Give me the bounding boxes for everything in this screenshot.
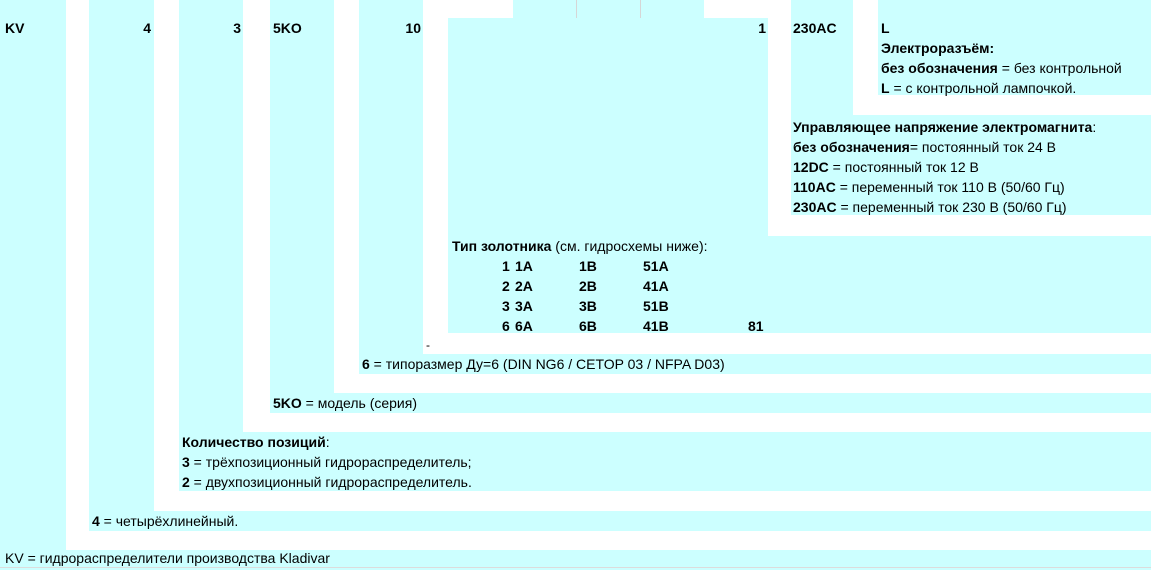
voltage-row	[793, 197, 1067, 217]
voltage-desc: = постоянный ток 24 В	[909, 139, 1057, 155]
connector-code: без обозначения	[881, 60, 998, 76]
spool-cell: 41A	[643, 278, 669, 294]
bg-spool-top	[513, 0, 704, 18]
spool-title-text: Тип золотника	[452, 238, 552, 254]
spool-dash: -	[426, 338, 430, 352]
voltage-code: без обозначения	[793, 139, 910, 155]
grid-line	[640, 0, 641, 18]
header-code-model: 5KO	[273, 20, 302, 36]
size-line	[362, 354, 725, 374]
size-code: 6	[362, 356, 370, 372]
spool-cell: 3A	[515, 298, 533, 314]
grid-line	[576, 0, 577, 18]
voltage-desc: = переменный ток 110 В (50/60 Гц)	[835, 179, 1065, 195]
model-line	[273, 393, 417, 413]
positions-row	[182, 472, 472, 492]
positions-row	[182, 452, 472, 472]
spool-cell: 2B	[579, 278, 597, 294]
connector-code: L	[881, 80, 890, 96]
model-desc: = модель (серия)	[301, 395, 417, 411]
connector-desc: = с контрольной лампочкой.	[889, 80, 1077, 96]
spool-cell: 6A	[515, 318, 533, 334]
spool-cell: 6B	[579, 318, 597, 334]
header-code-spool: 1	[758, 20, 766, 36]
positions-code: 3	[182, 454, 190, 470]
spool-cell: 6	[502, 318, 510, 334]
spool-cell: 51B	[643, 298, 669, 314]
positions-desc: = двухпозиционный гидрораспределитель.	[189, 474, 472, 490]
spool-cell: 1	[502, 258, 510, 274]
connector-title: Электроразъём:	[881, 40, 995, 56]
positions-title-suffix: :	[325, 434, 330, 450]
positions-desc: = трёхпозиционный гидрораспределитель;	[189, 454, 472, 470]
bg-col-lines	[89, 0, 154, 530]
bg-col-positions	[179, 0, 243, 491]
kv-line: KV = гидрораспределители производства Kladivar	[5, 550, 330, 566]
spool-cell: 2A	[515, 278, 533, 294]
positions-code: 2	[182, 474, 190, 490]
bg-col-model	[270, 0, 334, 412]
spool-cell: 81	[748, 318, 764, 334]
voltage-code: 230AC	[793, 199, 837, 215]
voltage-code: 110AC	[793, 179, 836, 195]
connector-line-2	[881, 78, 1076, 98]
lines-line	[92, 511, 238, 531]
positions-title	[182, 432, 330, 452]
voltage-desc: = постоянный ток 12 В	[828, 159, 979, 175]
header-code-size: 10	[405, 20, 421, 36]
spool-title-suffix: (см. гидросхемы ниже):	[551, 238, 708, 254]
voltage-title	[793, 117, 1096, 137]
voltage-row	[793, 157, 979, 177]
spool-title	[452, 236, 708, 256]
header-code-positions: 3	[233, 20, 241, 36]
spool-cell: 2	[502, 278, 510, 294]
lines-desc: = четырёхлинейный.	[99, 513, 239, 529]
spool-cell: 3B	[579, 298, 597, 314]
connector-line-1	[881, 58, 1122, 78]
header-code-lines: 4	[143, 20, 151, 36]
spool-cell: 1A	[515, 258, 533, 274]
model-code: 5KO	[273, 395, 302, 411]
spool-cell: 1B	[579, 258, 597, 274]
spool-cell: 3	[502, 298, 510, 314]
bg-col-kv	[0, 0, 66, 550]
positions-title-text: Количество позиций	[182, 434, 326, 450]
size-desc: = типоразмер Ду=6 (DIN NG6 / CETOP 03 / NFPA D03)	[369, 356, 725, 372]
bg-band-lines	[89, 511, 1151, 531]
header-code-kv: KV	[5, 20, 25, 36]
voltage-row	[793, 137, 1056, 157]
voltage-title-text: Управляющее напряжение электромагнита	[793, 119, 1093, 135]
header-code-voltage: 230AC	[793, 20, 837, 36]
spool-cell: 41B	[643, 318, 669, 334]
voltage-desc: = переменный ток 230 В (50/60 Гц)	[836, 199, 1067, 215]
voltage-row	[793, 177, 1065, 197]
lines-code: 4	[92, 513, 100, 529]
spool-cell: 51A	[643, 258, 669, 274]
voltage-title-suffix: :	[1092, 119, 1097, 135]
connector-desc: = без контрольной	[997, 60, 1122, 76]
header-code-connector: L	[881, 20, 890, 36]
bg-col-size	[359, 0, 423, 373]
voltage-code: 12DC	[793, 159, 829, 175]
